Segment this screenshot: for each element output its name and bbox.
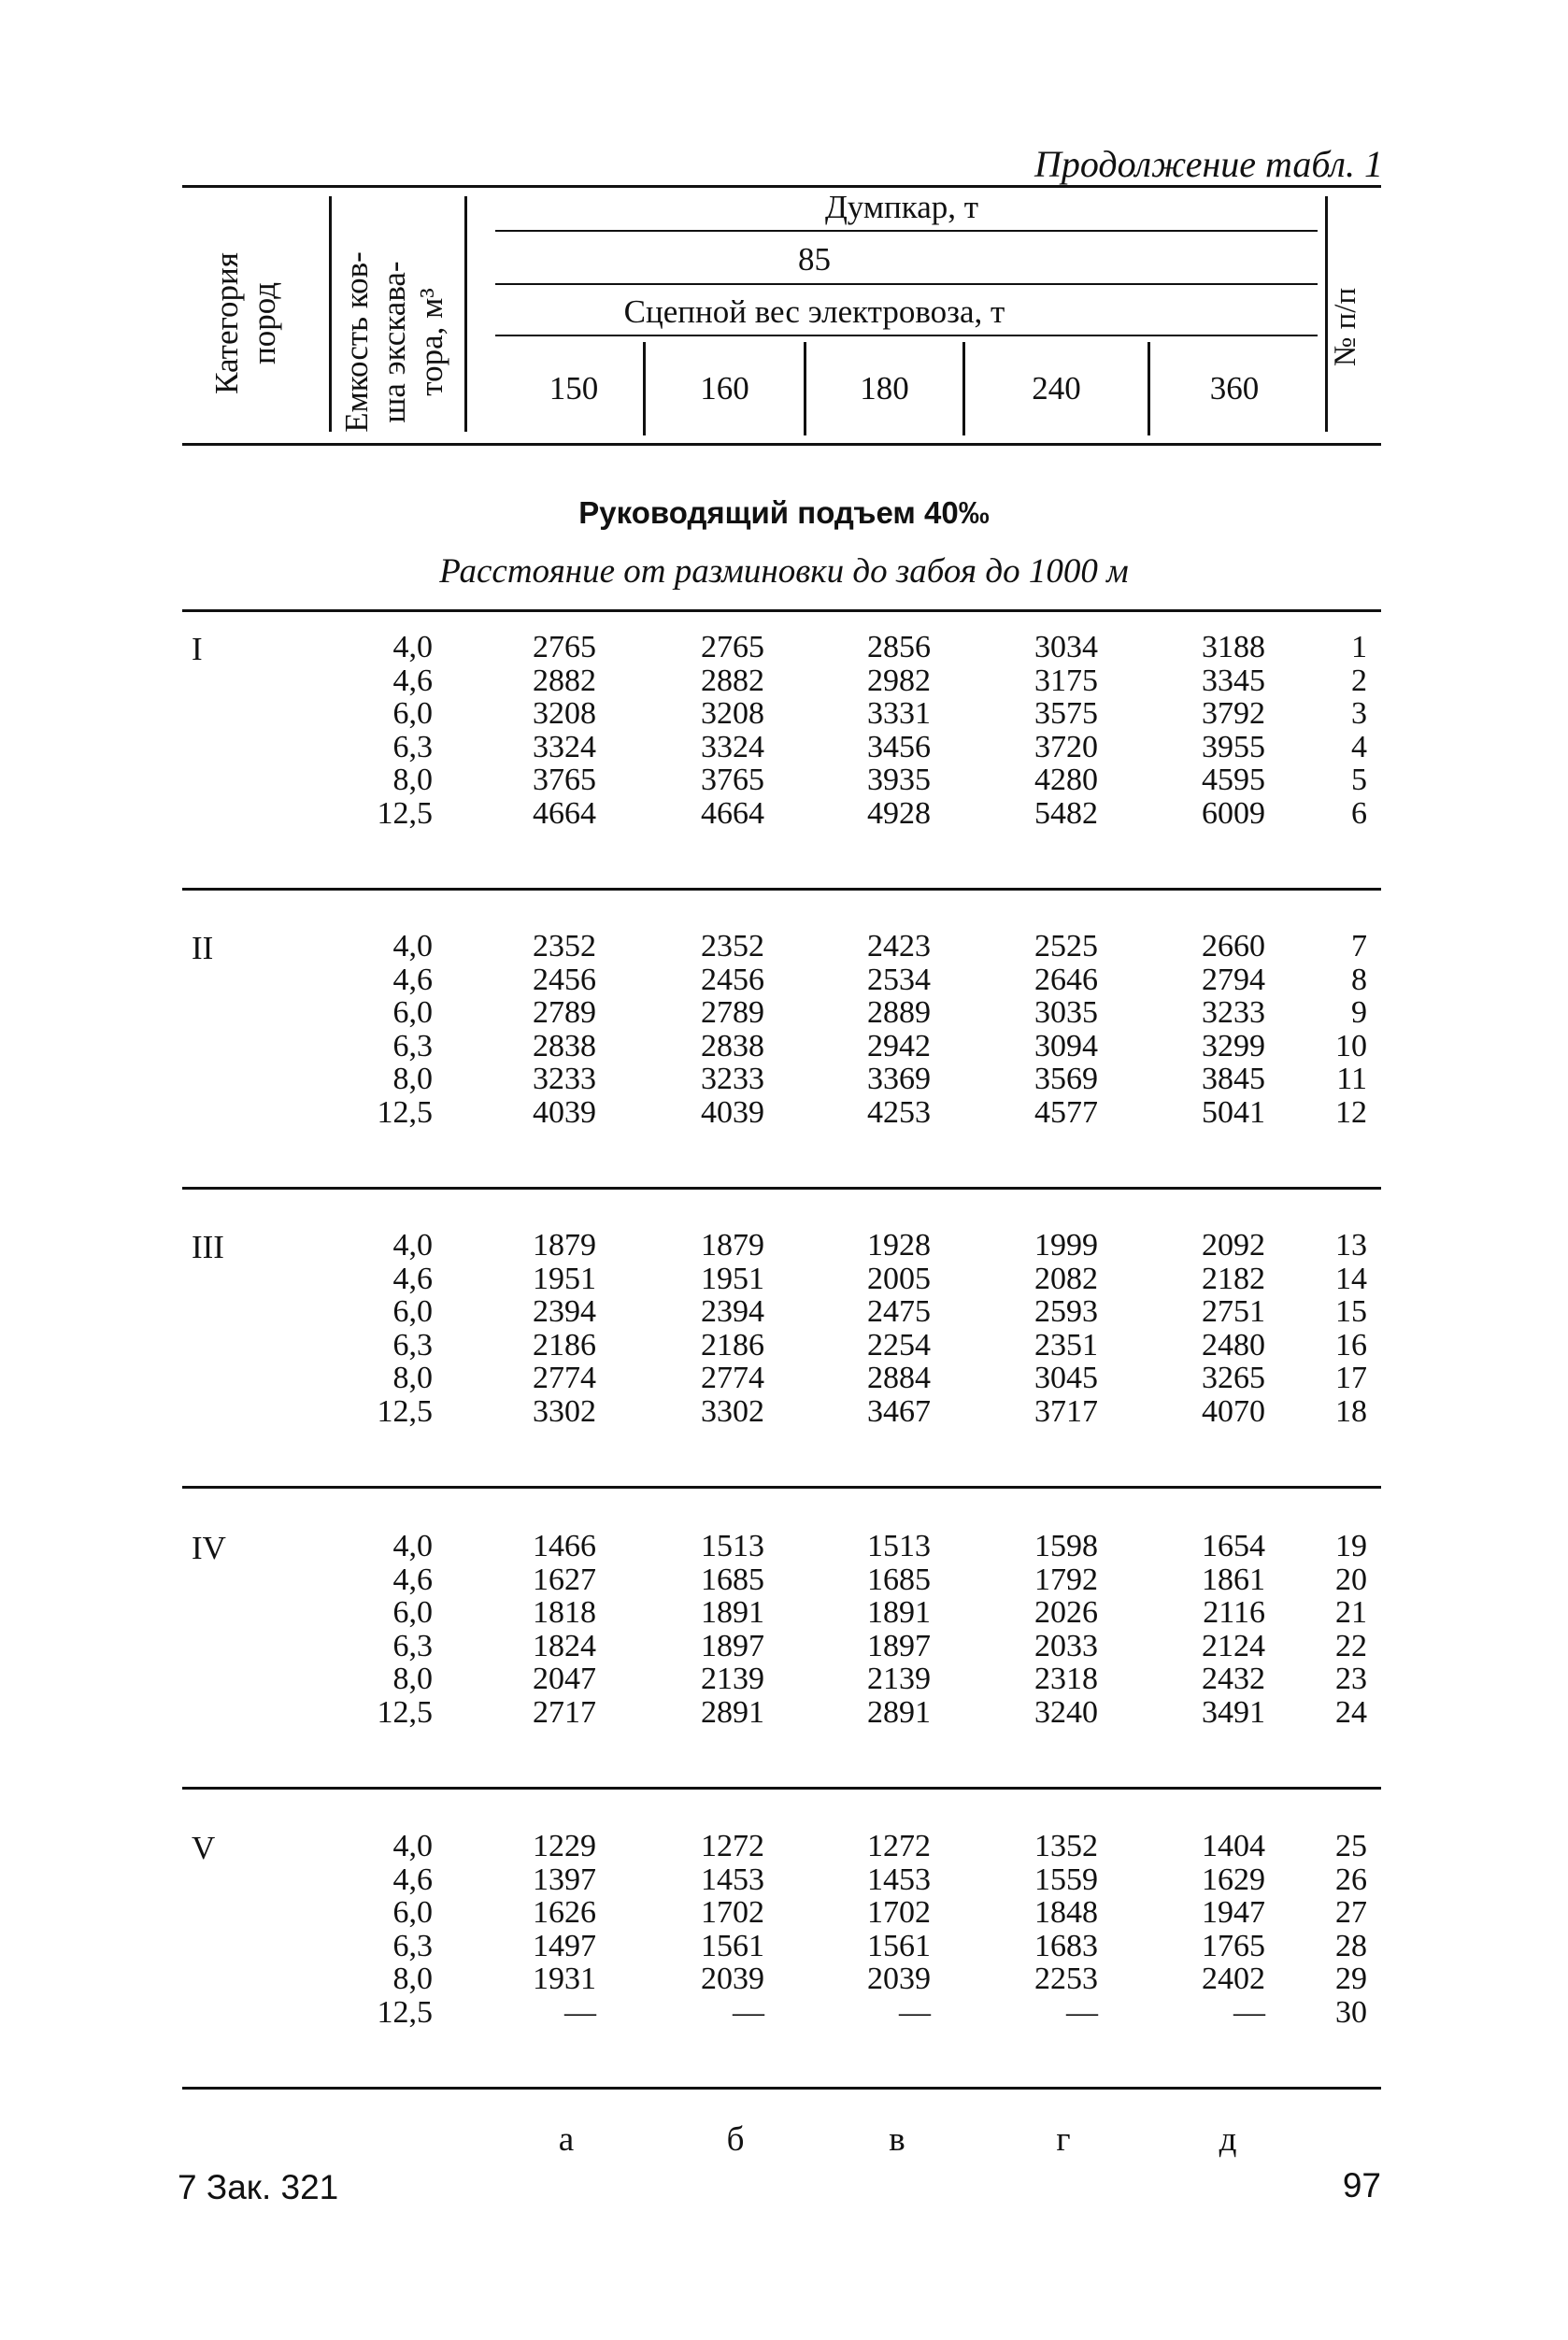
category-label: V — [192, 1830, 216, 1866]
value-240-cell: — — [1066, 1994, 1098, 2030]
value-160-cell: 1702 — [701, 1895, 764, 1930]
value-180-cell: 3935 — [867, 763, 931, 797]
bucket-capacity-cell: 8,0 — [392, 1062, 433, 1096]
value-240-cell: 2318 — [1034, 1662, 1098, 1696]
row-number-cell: 15 — [1335, 1294, 1367, 1329]
value-180-cell: 1561 — [867, 1928, 931, 1963]
value-160-cell: 2456 — [701, 962, 764, 997]
value-150-cell: 3302 — [533, 1393, 596, 1429]
bucket-capacity-cell: 12,5 — [377, 795, 433, 831]
value-160-cell: 1891 — [701, 1595, 764, 1630]
value-160-cell: 2774 — [701, 1361, 764, 1395]
group-separator-rule — [182, 1787, 1381, 1790]
value-360-cell: — — [1233, 1994, 1265, 2030]
bucket-capacity-cell: 4,6 — [392, 962, 433, 997]
value-160-cell: 3765 — [701, 763, 764, 797]
bucket-capacity-cell: 12,5 — [377, 1994, 433, 2030]
value-150-cell: 1626 — [533, 1895, 596, 1930]
row-number-cell: 30 — [1335, 1994, 1367, 2030]
value-150-cell: 2774 — [533, 1361, 596, 1395]
column-letter-g: г — [1056, 2120, 1071, 2159]
row-number-cell: 12 — [1335, 1094, 1367, 1130]
bucket-capacity-cell: 4,0 — [392, 1529, 433, 1563]
row-number-cell: 29 — [1335, 1962, 1367, 1996]
value-150-cell: 3324 — [533, 729, 596, 764]
row-number-cell: 17 — [1335, 1361, 1367, 1395]
print-order-note: 7 Зак. 321 — [178, 2168, 339, 2206]
value-160-cell: 1897 — [701, 1628, 764, 1663]
section-title: Руководящий подъем 40‰ — [578, 495, 990, 530]
value-180-cell: 1891 — [867, 1595, 931, 1630]
value-150-cell: — — [564, 1994, 596, 2030]
bucket-capacity-cell: 4,0 — [392, 929, 433, 963]
row-number-cell: 7 — [1351, 929, 1367, 963]
value-150-cell: 2882 — [533, 663, 596, 698]
bucket-capacity-cell: 6,0 — [392, 1895, 433, 1930]
value-150-cell: 4039 — [533, 1094, 596, 1130]
header-rule-2 — [495, 283, 1318, 285]
value-150-cell: 2838 — [533, 1028, 596, 1063]
value-150-cell: 1229 — [533, 1829, 596, 1863]
value-360-cell: 2402 — [1202, 1962, 1265, 1996]
bucket-capacity-cell: 6,3 — [392, 1327, 433, 1363]
row-number-cell: 18 — [1335, 1393, 1367, 1429]
row-number-cell: 27 — [1335, 1895, 1367, 1930]
value-150-cell: 2765 — [533, 630, 596, 664]
value-240-cell: 1683 — [1034, 1928, 1098, 1963]
bucket-capacity-cell: 4,0 — [392, 1829, 433, 1863]
value-180-cell: 2942 — [867, 1028, 931, 1063]
row-number-cell: 9 — [1351, 995, 1367, 1030]
bucket-capacity-cell: 8,0 — [392, 1662, 433, 1696]
value-160-cell: 1561 — [701, 1928, 764, 1963]
continuation-label: Продолжение табл. 1 — [1033, 143, 1383, 185]
bucket-capacity-cell: 8,0 — [392, 1962, 433, 1996]
value-240-cell: 2082 — [1034, 1261, 1098, 1296]
value-240-cell: 2253 — [1034, 1962, 1098, 1996]
value-240-cell: 1848 — [1034, 1895, 1098, 1930]
value-160-cell: 2352 — [701, 929, 764, 963]
value-180-cell: 2891 — [867, 1694, 931, 1730]
bucket-capacity-cell: 6,0 — [392, 696, 433, 731]
value-180-cell: 2884 — [867, 1361, 931, 1395]
row-number-cell: 14 — [1335, 1261, 1367, 1296]
value-150-cell: 2456 — [533, 962, 596, 997]
value-180-cell: 1513 — [867, 1529, 931, 1563]
value-180-cell: 4928 — [867, 795, 931, 831]
bucket-capacity-cell: 4,0 — [392, 630, 433, 664]
value-360-cell: 2480 — [1202, 1327, 1265, 1363]
header-dumpcar: Думпкар, т — [824, 189, 979, 225]
value-240-cell: 5482 — [1034, 795, 1098, 831]
section-rule — [182, 609, 1381, 612]
value-360-cell: 6009 — [1202, 795, 1265, 831]
value-360-cell: 3233 — [1202, 995, 1265, 1030]
row-number-cell: 19 — [1335, 1529, 1367, 1563]
value-160-cell: 2765 — [701, 630, 764, 664]
header-weight-160: 160 — [700, 370, 749, 407]
value-360-cell: 2182 — [1202, 1261, 1265, 1296]
row-number-cell: 26 — [1335, 1862, 1367, 1897]
value-240-cell: 4577 — [1034, 1094, 1098, 1130]
value-360-cell: 4595 — [1202, 763, 1265, 797]
value-240-cell: 3045 — [1034, 1361, 1098, 1395]
value-360-cell: 1947 — [1202, 1895, 1265, 1930]
value-150-cell: 4664 — [533, 795, 596, 831]
value-150-cell: 2394 — [533, 1294, 596, 1329]
value-360-cell: 1861 — [1202, 1562, 1265, 1597]
value-160-cell: 2186 — [701, 1327, 764, 1363]
value-160-cell: 3233 — [701, 1062, 764, 1096]
value-150-cell: 1931 — [533, 1962, 596, 1996]
bucket-capacity-cell: 4,0 — [392, 1228, 433, 1263]
value-360-cell: 2751 — [1202, 1294, 1265, 1329]
header-category: Категория пород — [208, 252, 282, 394]
row-number-cell: 11 — [1336, 1062, 1367, 1096]
column-letter-d: д — [1219, 2120, 1237, 2159]
value-180-cell: 3456 — [867, 729, 931, 764]
value-180-cell: 4253 — [867, 1094, 931, 1130]
value-180-cell: 3467 — [867, 1393, 931, 1429]
row-number-cell: 23 — [1335, 1662, 1367, 1696]
group-separator-rule — [182, 888, 1381, 891]
value-180-cell: — — [899, 1994, 931, 2030]
value-150-cell: 1818 — [533, 1595, 596, 1630]
value-160-cell: 1951 — [701, 1261, 764, 1296]
value-150-cell: 1627 — [533, 1562, 596, 1597]
value-360-cell: 2432 — [1202, 1662, 1265, 1696]
value-160-cell: 2039 — [701, 1962, 764, 1996]
value-160-cell: 2882 — [701, 663, 764, 698]
value-180-cell: 1453 — [867, 1862, 931, 1897]
bucket-capacity-cell: 4,6 — [392, 1862, 433, 1897]
value-240-cell: 2593 — [1034, 1294, 1098, 1329]
header-row-number: № п/п — [1329, 287, 1362, 367]
value-160-cell: 3324 — [701, 729, 764, 764]
bucket-capacity-cell: 4,6 — [392, 1562, 433, 1597]
row-number-cell: 4 — [1351, 729, 1367, 764]
value-150-cell: 1497 — [533, 1928, 596, 1963]
header-weight-360: 360 — [1209, 370, 1260, 407]
value-240-cell: 1559 — [1034, 1862, 1098, 1897]
value-150-cell: 1879 — [533, 1228, 596, 1263]
value-240-cell: 2646 — [1034, 962, 1098, 997]
value-360-cell: 3491 — [1202, 1694, 1265, 1730]
row-number-cell: 8 — [1351, 962, 1367, 997]
row-number-cell: 25 — [1335, 1829, 1367, 1863]
category-label: III — [192, 1229, 224, 1265]
page-number: 97 — [1342, 2166, 1381, 2204]
value-360-cell: 2116 — [1203, 1595, 1265, 1630]
bucket-capacity-cell: 6,3 — [392, 1628, 433, 1663]
row-number-cell: 16 — [1335, 1327, 1367, 1363]
value-150-cell: 3233 — [533, 1062, 596, 1096]
value-180-cell: 3331 — [867, 696, 931, 731]
bucket-capacity-cell: 6,0 — [392, 995, 433, 1030]
category-label: II — [192, 930, 214, 966]
value-240-cell: 2351 — [1034, 1327, 1098, 1363]
value-180-cell: 2423 — [867, 929, 931, 963]
header-dumpcar-value: 85 — [798, 241, 831, 278]
header-weight-150: 150 — [549, 370, 599, 407]
value-160-cell: 1272 — [701, 1829, 764, 1863]
value-180-cell: 1702 — [867, 1895, 931, 1930]
value-160-cell: 4039 — [701, 1094, 764, 1130]
value-150-cell: 3765 — [533, 763, 596, 797]
value-160-cell: 1685 — [701, 1562, 764, 1597]
bucket-capacity-cell: 12,5 — [377, 1694, 433, 1730]
value-180-cell: 2856 — [867, 630, 931, 664]
value-240-cell: 3175 — [1034, 663, 1098, 698]
header-rule-1 — [495, 230, 1318, 232]
value-360-cell: 3188 — [1202, 630, 1265, 664]
value-240-cell: 4280 — [1034, 763, 1098, 797]
bucket-capacity-cell: 12,5 — [377, 1094, 433, 1130]
row-number-cell: 21 — [1335, 1595, 1367, 1630]
value-360-cell: 1765 — [1202, 1928, 1265, 1963]
header-weight-180: 180 — [860, 370, 909, 407]
value-150-cell: 2717 — [533, 1694, 596, 1730]
value-180-cell: 2534 — [867, 962, 931, 997]
row-number-cell: 20 — [1335, 1562, 1367, 1597]
bucket-capacity-cell: 6,3 — [392, 1028, 433, 1063]
value-240-cell: 3720 — [1034, 729, 1098, 764]
group-separator-rule — [182, 1486, 1381, 1489]
value-150-cell: 2352 — [533, 929, 596, 963]
bucket-capacity-cell: 8,0 — [392, 763, 433, 797]
value-180-cell: 2039 — [867, 1962, 931, 1996]
value-180-cell: 1272 — [867, 1829, 931, 1863]
value-180-cell: 2139 — [867, 1662, 931, 1696]
value-240-cell: 3575 — [1034, 696, 1098, 731]
header-rule-3 — [495, 335, 1318, 336]
bucket-capacity-cell: 4,6 — [392, 1261, 433, 1296]
header-bucket-capacity: Емкость ков- ша экскава- тора, м³ — [338, 251, 449, 433]
bucket-capacity-cell: 6,0 — [392, 1294, 433, 1329]
row-number-cell: 13 — [1335, 1228, 1367, 1263]
value-150-cell: 3208 — [533, 696, 596, 731]
value-180-cell: 1928 — [867, 1228, 931, 1263]
value-240-cell: 2033 — [1034, 1628, 1098, 1663]
value-180-cell: 2889 — [867, 995, 931, 1030]
value-240-cell: 2525 — [1034, 929, 1098, 963]
value-150-cell: 2186 — [533, 1327, 596, 1363]
value-180-cell: 2982 — [867, 663, 931, 698]
row-number-cell: 2 — [1351, 663, 1367, 698]
value-160-cell: 1513 — [701, 1529, 764, 1563]
value-180-cell: 3369 — [867, 1062, 931, 1096]
value-160-cell: 2789 — [701, 995, 764, 1030]
value-360-cell: 3845 — [1202, 1062, 1265, 1096]
value-180-cell: 2475 — [867, 1294, 931, 1329]
value-360-cell: 2092 — [1202, 1228, 1265, 1263]
bucket-capacity-cell: 8,0 — [392, 1361, 433, 1395]
value-160-cell: — — [733, 1994, 764, 2030]
category-label: IV — [192, 1530, 226, 1566]
header-divider-1 — [329, 196, 332, 432]
value-180-cell: 2005 — [867, 1261, 931, 1296]
value-360-cell: 1629 — [1202, 1862, 1265, 1897]
bucket-capacity-cell: 6,3 — [392, 729, 433, 764]
header-weight-240: 240 — [1032, 370, 1081, 407]
row-number-cell: 10 — [1335, 1028, 1367, 1063]
row-number-cell: 6 — [1351, 795, 1367, 831]
value-150-cell: 2047 — [533, 1662, 596, 1696]
value-160-cell: 4664 — [701, 795, 764, 831]
value-240-cell: 3035 — [1034, 995, 1098, 1030]
table-top-rule — [182, 185, 1381, 188]
row-number-cell: 5 — [1351, 763, 1367, 797]
value-240-cell: 3094 — [1034, 1028, 1098, 1063]
value-360-cell: 4070 — [1202, 1393, 1265, 1429]
value-360-cell: 2660 — [1202, 929, 1265, 963]
value-240-cell: 1792 — [1034, 1562, 1098, 1597]
value-240-cell: 3717 — [1034, 1393, 1098, 1429]
value-160-cell: 3208 — [701, 696, 764, 731]
value-240-cell: 1352 — [1034, 1829, 1098, 1863]
value-240-cell: 3034 — [1034, 630, 1098, 664]
bucket-capacity-cell: 12,5 — [377, 1393, 433, 1429]
row-number-cell: 22 — [1335, 1628, 1367, 1663]
value-160-cell: 1879 — [701, 1228, 764, 1263]
value-360-cell: 3345 — [1202, 663, 1265, 698]
value-160-cell: 2838 — [701, 1028, 764, 1063]
header-divider-2 — [464, 196, 467, 432]
value-240-cell: 2026 — [1034, 1595, 1098, 1630]
value-180-cell: 2254 — [867, 1327, 931, 1363]
value-240-cell: 3240 — [1034, 1694, 1098, 1730]
value-160-cell: 3302 — [701, 1393, 764, 1429]
section-subtitle: Расстояние от разминовки до забоя до 1000 м — [439, 552, 1129, 591]
value-360-cell: 1654 — [1202, 1529, 1265, 1563]
value-160-cell: 2139 — [701, 1662, 764, 1696]
column-letter-a: а — [558, 2120, 575, 2159]
value-240-cell: 1598 — [1034, 1529, 1098, 1563]
column-letter-b: б — [726, 2120, 745, 2159]
value-240-cell: 1999 — [1034, 1228, 1098, 1263]
value-150-cell: 1951 — [533, 1261, 596, 1296]
value-360-cell: 3265 — [1202, 1361, 1265, 1395]
value-360-cell: 1404 — [1202, 1829, 1265, 1863]
header-loco-weight: Сцепной вес электровоза, т — [623, 293, 1005, 330]
value-360-cell: 3955 — [1202, 729, 1265, 764]
bucket-capacity-cell: 6,0 — [392, 1595, 433, 1630]
group-separator-rule — [182, 2087, 1381, 2090]
value-160-cell: 2891 — [701, 1694, 764, 1730]
category-label: I — [192, 631, 203, 667]
bucket-capacity-cell: 6,3 — [392, 1928, 433, 1963]
row-number-cell: 28 — [1335, 1928, 1367, 1963]
column-letter-v: в — [889, 2120, 905, 2159]
value-360-cell: 3299 — [1202, 1028, 1265, 1063]
value-180-cell: 1685 — [867, 1562, 931, 1597]
value-150-cell: 1824 — [533, 1628, 596, 1663]
value-360-cell: 3792 — [1202, 696, 1265, 731]
value-150-cell: 1397 — [533, 1862, 596, 1897]
value-160-cell: 2394 — [701, 1294, 764, 1329]
value-160-cell: 1453 — [701, 1862, 764, 1897]
value-360-cell: 5041 — [1202, 1094, 1265, 1130]
bucket-capacity-cell: 4,6 — [392, 663, 433, 698]
value-360-cell: 2124 — [1202, 1628, 1265, 1663]
value-150-cell: 1466 — [533, 1529, 596, 1563]
row-number-cell: 3 — [1351, 696, 1367, 731]
group-separator-rule — [182, 1187, 1381, 1190]
row-number-cell: 1 — [1351, 630, 1367, 664]
value-360-cell: 2794 — [1202, 962, 1265, 997]
row-number-cell: 24 — [1335, 1694, 1367, 1730]
value-180-cell: 1897 — [867, 1628, 931, 1663]
value-150-cell: 2789 — [533, 995, 596, 1030]
value-240-cell: 3569 — [1034, 1062, 1098, 1096]
